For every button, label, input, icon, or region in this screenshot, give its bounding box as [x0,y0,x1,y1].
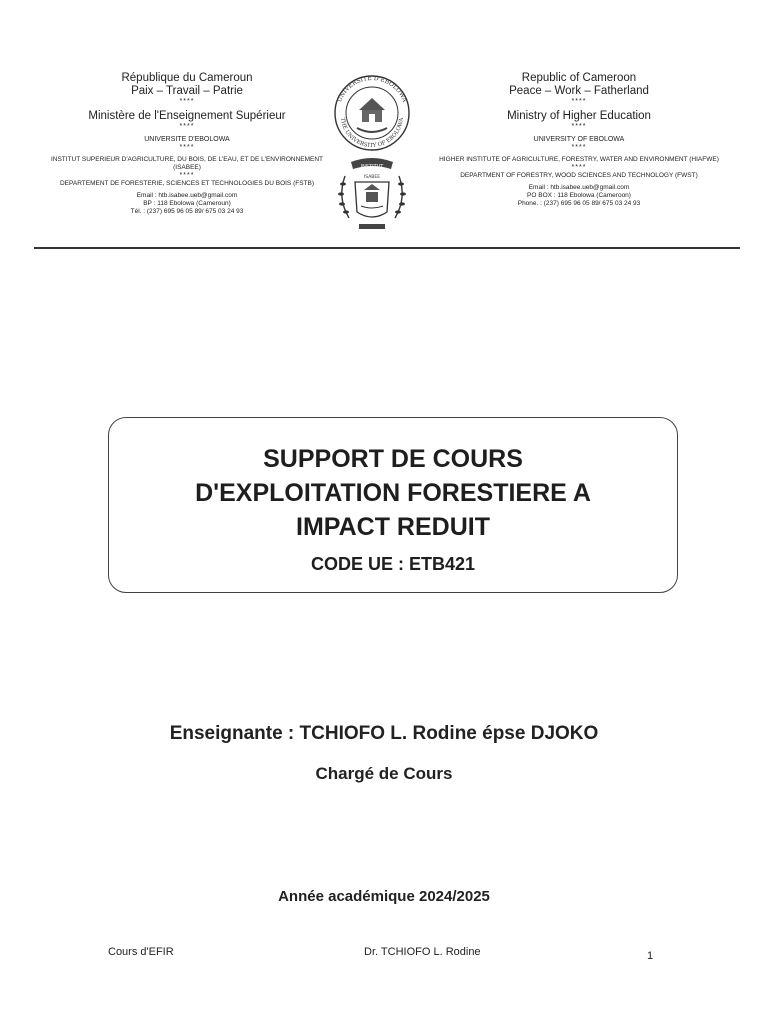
stars-divider: **** [571,123,587,130]
header-french [48,72,326,216]
course-code: CODE UE : ETB421 [310,554,476,574]
address-fr: BP : 118 Ebolowa (Cameroun) [143,200,231,207]
stars-divider: **** [179,98,195,105]
country-en: Republic of Cameroon [521,72,637,84]
phone-en: Phone. : (237) 695 96 05 89/ 675 03 24 93 [517,200,641,207]
footer-author: Dr. TCHIOFO L. Rodine [364,946,481,958]
ministry-en: Ministry of Higher Education [507,110,651,122]
email-fr: Email : htb.isabee.ueb@gmail.com [136,192,238,199]
university-seal-logo [329,74,415,152]
teacher-name: Enseignante : TCHIOFO L. Rodine épse DJOKO [169,723,599,744]
institute-en: HIGHER INSTITUTE OF AGRICULTURE, FORESTRY, WATER AND ENVIRONMENT (HIAFWE) [439,156,719,163]
header-divider [34,247,740,249]
page-number: 1 [647,950,654,962]
teacher-role: Chargé de Cours [315,764,453,783]
stars-divider: **** [571,98,587,105]
motto-en: Peace – Work – Fatherland [509,85,649,97]
footer-course: Cours d'EFIR [108,946,174,958]
department-en: DEPARTMENT OF FORESTRY, WOOD SCIENCES AND TECHNOLOGY (FWST) [460,172,698,179]
seal-banner: INSTITUT [360,164,384,170]
phone-fr: Tél. : (237) 695 96 05 89/ 675 03 24 93 [130,208,244,215]
title-line-3: IMPACT REDUIT [296,513,490,541]
academic-year: Année académique 2024/2025 [278,888,490,905]
seal-ring-top: UNIVERSITE D'EBOLOWA [336,74,408,104]
stars-divider: **** [179,144,195,151]
seal-ring-bottom: THE UNIVERSITY OF EBOLOWA [339,117,405,150]
ministry-fr: Ministère de l'Enseignement Supérieur [88,110,286,122]
department-fr: DEPARTEMENT DE FORESTERIE, SCIENCES ET TECHNOLOGIES DU BOIS (FSTB) [59,180,315,187]
country-fr: République du Cameroun [121,72,253,84]
course-title [109,442,677,544]
title-line-1: SUPPORT DE COURS [263,445,523,473]
institute-fr: INSTITUT SUPERIEUR D'AGRICULTURE, DU BOIS, DE L'EAU, ET DE L'ENVIRONNEMENT (ISABEE) [50,156,324,171]
stars-divider: **** [571,144,587,151]
seal-sub: ISABEE [363,175,381,180]
motto-fr: Paix – Travail – Patrie [131,85,243,97]
stars-divider: **** [179,172,195,179]
course-title-box [108,417,678,593]
university-en: UNIVERSITY OF EBOLOWA [533,136,625,143]
address-en: PO BOX : 118 Ebolowa (Cameroon) [527,192,631,199]
title-line-2: D'EXPLOITATION FORESTIERE A [195,479,591,507]
stars-divider: **** [179,123,195,130]
university-fr: UNIVERSITE D'EBOLOWA [144,136,230,143]
header-english [438,72,720,208]
email-en: Email : htb.isabee.ueb@gmail.com [528,184,630,191]
institute-seal-logo [329,154,415,236]
stars-divider: **** [571,164,587,171]
